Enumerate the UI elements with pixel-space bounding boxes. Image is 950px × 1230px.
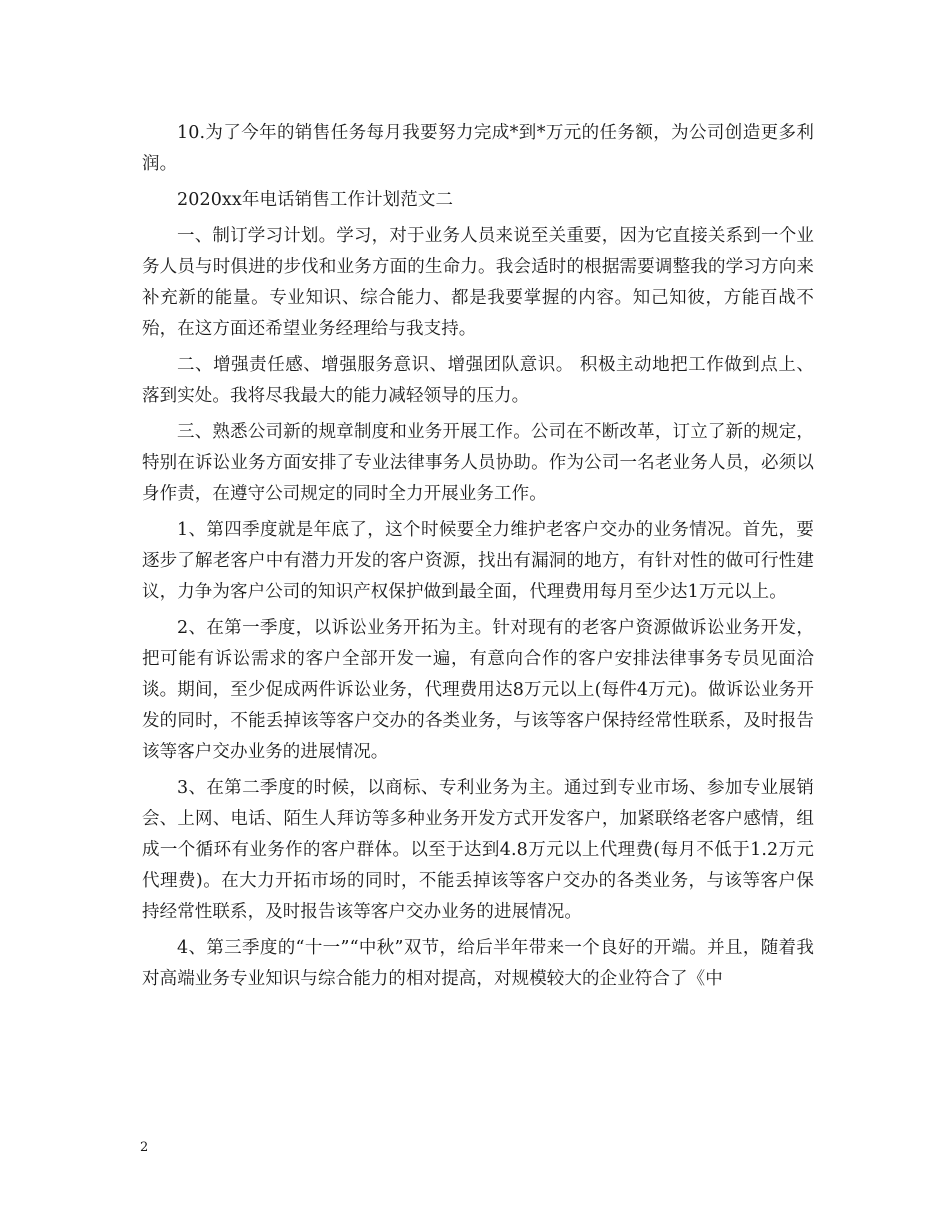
- paragraph-q2: 3、在第二季度的时候，以商标、专利业务为主。通过到专业市场、参加专业展销会、上网、电话、陌生人拜访等多种业务开发方式开发客户，加紧联络老客户感情，组成一个循环有业务作的客户群体。以至于达到4.8万元以上代理费(每月不低于1.2万元代理费)。在大力开拓市场的同时，不能丢掉该等客户交办的各类业务，与该等客户保持经常性联系，及时报告该等客户交办业务的进展情况。: [142, 778, 814, 922]
- paragraph-q3: 4、第三季度的“十一”“中秋”双节，给后半年带来一个良好的开端。并且，随着我对高端业务专业知识与综合能力的相对提高，对规模较大的企业符合了《中: [142, 938, 814, 989]
- paragraph-study-plan: 一、制订学习计划。学习，对于业务人员来说至关重要，因为它直接关系到一个业务人员与时俱进的步伐和业务方面的生命力。我会适时的根据需要调整我的学习方向来补充新的能量。专业知识、综合能力、都是我要掌握的内容。知己知彼，方能百战不殆，在这方面还希望业务经理给与我支持。: [142, 226, 814, 339]
- paragraph-item-10: 10.为了今年的销售任务每月我要努力完成*到*万元的任务额，为公司创造更多利润。: [142, 123, 814, 174]
- paragraph-q4: 1、第四季度就是年底了，这个时候要全力维护老客户交办的业务情况。首先，要逐步了解老客户中有潜力开发的客户资源，找出有漏洞的地方，有针对性的做可行性建议，力争为客户公司的知识产权保护做到最全面，代理费用每月至少达1万元以上。: [142, 520, 814, 602]
- paragraph-q1: 2、在第一季度，以诉讼业务开拓为主。针对现有的老客户资源做诉讼业务开发，把可能有诉讼需求的客户全部开发一遍，有意向合作的客户安排法律事务专员见面洽谈。期间，至少促成两件诉讼业务，代理费用达8万元以上(每件4万元)。做诉讼业务开发的同时，不能丢掉该等客户交办的各类业务，与该等客户保持经常性联系，及时报告该等客户交办业务的进展情况。: [142, 618, 814, 762]
- section-heading: 2020xx年电话销售工作计划范文二: [177, 190, 454, 210]
- page-number: 2: [140, 1140, 149, 1155]
- paragraph-responsibility: 二、增强责任感、增强服务意识、增强团队意识。 积极主动地把工作做到点上、落到实处。我将尽我最大的能力减轻领导的压力。: [142, 355, 814, 406]
- document-body: [142, 118, 814, 1000]
- paragraph-company-rules: 三、熟悉公司新的规章制度和业务开展工作。公司在不断改革，订立了新的规定，特别在诉讼业务方面安排了专业法律事务人员协助。作为公司一名老业务人员，必须以身作责，在遵守公司规定的同时全力开展业务工作。: [142, 422, 814, 504]
